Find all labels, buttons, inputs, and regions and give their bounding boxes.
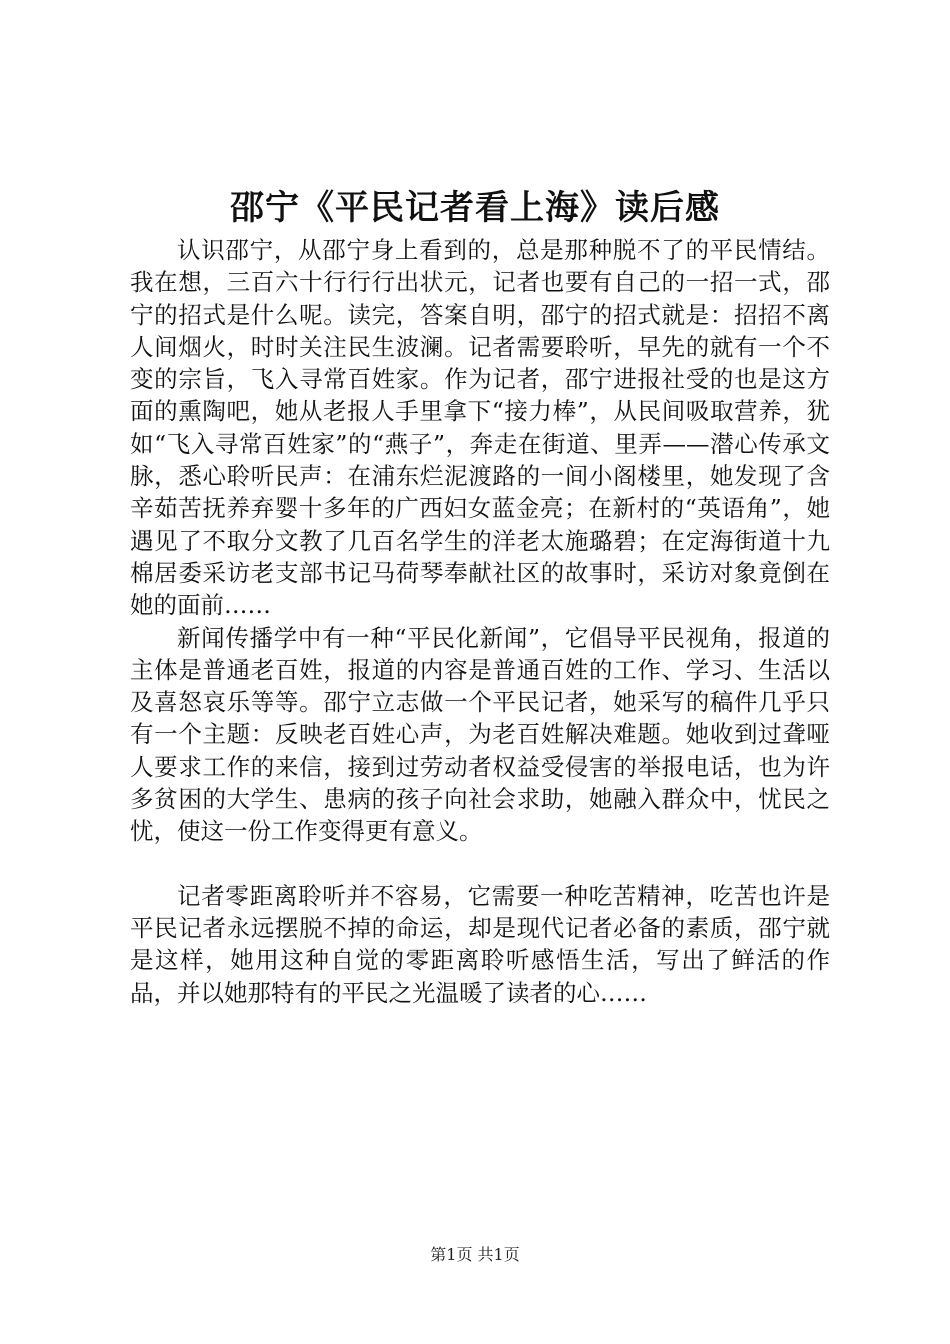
document-body (130, 234, 830, 1009)
paragraph-3: 记者零距离聆听并不容易，它需要一种吃苦精神，吃苦也许是平民记者永远摆脱不掉的命运，却是现代记者必备的素质，邵宁就是这样，她用这种自觉的零距离聆听感悟生活，写出了鲜活的作品，并以她那特有的平民之光温暖了读者的心…… (130, 881, 830, 1007)
page-footer: 第1页 共1页 (430, 1245, 520, 1264)
document-title: 邵宁《平民记者看上海》读后感 (230, 188, 720, 228)
paragraph-2: 新闻传播学中有一种“平民化新闻”，它倡导平民视角，报道的主体是普通老百姓，报道的内容是普通百姓的工作、学习、生活以及喜怒哀乐等等。邵宁立志做一个平民记者，她采写的稿件几乎只有一个主题：反映老百姓心声，为老百姓解决难题。她收到过聋哑人要求工作的来信，接到过劳动者权益受侵害的举报电话，也为许多贫困的大学生、患病的孩子向社会求助，她融入群众中，忧民之忧，使这一份工作变得更有意义。 (130, 623, 830, 846)
paragraph-1: 认识邵宁，从邵宁身上看到的，总是那种脱不了的平民情结。我在想，三百六十行行行出状元，记者也要有自己的一招一式，邵宁的招式是什么呢。读完，答案自明，邵宁的招式就是：招招不离人间烟火，时时关注民生波澜。记者需要聆听，早先的就有一个不变的宗旨，飞入寻常百姓家。作为记者，邵宁进报社受的也是这方面的熏陶吧，她从老报人手里拿下“接力棒”，从民间吸取营养，犹如“飞入寻常百姓家”的“燕子”，奔走在街道、里弄——潜心传承文脉，悉心聆听民声：在浦东烂泥渡路的一间小阁楼里，她发现了含辛茹苦抚养弃婴十多年的广西妇女蓝金亮；在新村的“英语角”，她遇见了不取分文教了几百名学生的洋老太施璐碧；在定海街道十九棉居委采访老支部书记马荷琴奉献社区的故事时，采访对象竟倒在她的面前…… (130, 236, 830, 620)
